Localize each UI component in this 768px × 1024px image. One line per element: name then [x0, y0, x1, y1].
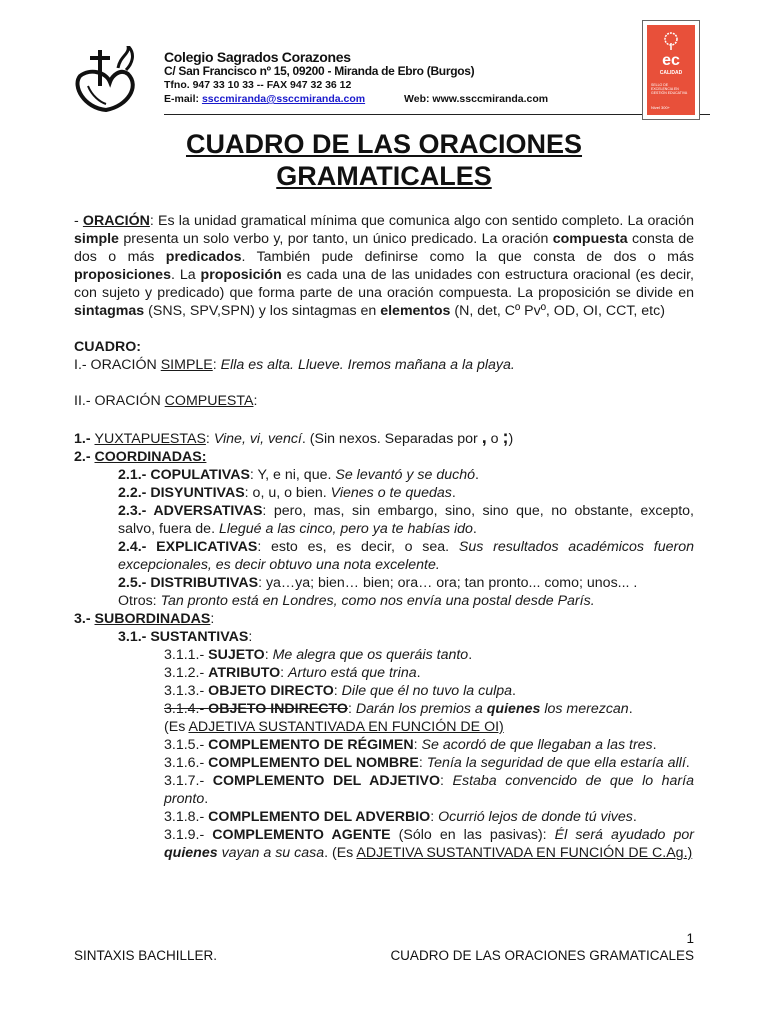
- sustantiva-objeto-directo: 3.1.3.- OBJETO DIRECTO: Dile que él no tuvo la culpa.: [164, 683, 516, 699]
- coordinadas-heading: 2.- COORDINADAS:: [74, 449, 207, 465]
- term-sintagmas: sintagmas: [74, 303, 145, 319]
- term-proposicion: proposición: [200, 267, 282, 283]
- disyuntivas-line: 2.2.- DISYUNTIVAS: o, u, o bien. Vienes o te quedas.: [118, 485, 456, 501]
- badge-description: SELLO DE EXCELENCIA EN GESTIÓN EDUCATIVA: [651, 83, 688, 95]
- sustantiva-complemento-nombre: 3.1.6.- COMPLEMENTO DEL NOMBRE: Tenía la seguridad de que ella estaría allí.: [164, 755, 690, 771]
- quality-badge: [642, 20, 700, 120]
- sustantiva-atributo: 3.1.2.- ATRIBUTO: Arturo está que trina.: [164, 665, 421, 681]
- sustantiva-complemento-adverbio: 3.1.8.- COMPLEMENTO DEL ADVERBIO: Ocurrió lejos de donde tú vives.: [164, 809, 637, 825]
- tree-icon: [661, 31, 681, 51]
- adversativas-line: 2.3.- ADVERSATIVAS: pero, mas, sin embargo, sino, sino que, no obstante, excepto, salvo, fuera de. Llegué a las cinco, pero ya te habías ido.: [118, 503, 694, 537]
- badge-label: CALIDAD: [659, 70, 683, 76]
- footer-left: SINTAXIS BACHILLER.: [74, 948, 218, 963]
- header-divider: [164, 114, 710, 115]
- document-body: [74, 212, 694, 862]
- school-contact: [164, 92, 548, 106]
- sustantiva-objeto-indirecto: 3.1.4.- OBJETO INDIRECTO: Darán los premios a quienes los merezcan. (Es ADJETIVA SUSTANTIVADA EN FUNCIÓN DE OI): [164, 701, 633, 735]
- subordinadas-heading: 3.- SUBORDINADAS:: [74, 611, 215, 627]
- otros-line: Otros: Tan pronto está en Londres, como nos envía una postal desde París.: [118, 593, 595, 609]
- sacred-hearts-logo-icon: [70, 46, 150, 114]
- simple-sentence-line: I.- ORACIÓN SIMPLE: Ella es alta. Llueve. Iremos mañana a la playa.: [74, 357, 515, 373]
- distributivas-line: 2.5.- DISTRIBUTIVAS: ya…ya; bien… bien; ora… ora; tan pronto... como; unos... .: [118, 575, 638, 591]
- badge-level: Nivel 300+: [651, 105, 671, 110]
- page-number: 1: [686, 931, 694, 946]
- web-address: Web: www.ssccmiranda.com: [404, 93, 549, 105]
- letterhead: [70, 18, 700, 116]
- email-link[interactable]: ssccmiranda@ssccmiranda.com: [201, 93, 366, 105]
- explicativas-line: 2.4.- EXPLICATIVAS: esto es, es decir, o sea. Sus resultados académicos fueron excepcionales, es decir obtuvo una nota excelente.: [118, 539, 694, 573]
- yuxtapuestas-line: 1.- YUXTAPUESTAS: Vine, vi, vencí. (Sin nexos. Separadas por , o ;): [74, 427, 514, 447]
- page-footer: [74, 930, 694, 964]
- sustantivas-heading: 3.1.- SUSTANTIVAS:: [118, 629, 253, 645]
- title-line-1: CUADRO DE LAS ORACIONES: [185, 129, 583, 159]
- title-line-2: GRAMATICALES: [276, 161, 492, 191]
- school-address: C/ San Francisco nº 15, 09200 - Miranda de Ebro (Burgos): [164, 64, 475, 78]
- school-info: [164, 50, 548, 106]
- intro-paragraph: - ORACIÓN: Es la unidad gramatical mínima que comunica algo con sentido completo. La oración simple presenta un solo verbo y, por tanto, un único predicado. La oración compuesta consta de dos o más predicados. También pude definirse como la que consta de dos o más proposiciones. La proposición es cada una de las unidades con estructura oracional (es decir, con sujeto y predicado) que forma parte de una oración compuesta. La proposición se divide en sintagmas (SNS, SPV,SPN) y los sintagmas en elementos (N, det, Cº Pvº, OD, OI, CCT, etc): [74, 213, 694, 319]
- sustantiva-complemento-adjetivo: 3.1.7.- COMPLEMENTO DEL ADJETIVO: Estaba convencido de que lo haría pronto.: [164, 773, 694, 807]
- term-simple: simple: [74, 231, 119, 247]
- sustantiva-regimen: 3.1.5.- COMPLEMENTO DE RÉGIMEN: Se acordó de que llegaban a las tres.: [164, 737, 657, 753]
- school-phone: Tfno. 947 33 10 33 -- FAX 947 32 36 12: [164, 79, 352, 91]
- sustantiva-sujeto: 3.1.1.- SUJETO: Me alegra que os queráis tanto.: [164, 647, 473, 663]
- term-predicados: predicados: [165, 249, 242, 265]
- copulativas-line: 2.1.- COPULATIVAS: Y, e ni, que. Se levantó y se duchó.: [118, 467, 479, 483]
- term-oracion: ORACIÓN: [82, 213, 150, 229]
- compound-sentence-line: II.- ORACIÓN COMPUESTA:: [74, 393, 258, 409]
- footer-right: CUADRO DE LAS ORACIONES GRAMATICALES: [390, 948, 694, 963]
- email-label: E-mail:: [164, 93, 200, 105]
- term-proposiciones: proposiciones: [74, 267, 171, 283]
- sustantiva-complemento-agente: 3.1.9.- COMPLEMENTO AGENTE (Sólo en las pasivas): Él será ayudado por quienes vayan a su casa. (Es ADJETIVA SUSTANTIVADA EN FUNCIÓN DE C.Ag.): [164, 827, 694, 861]
- term-elementos: elementos: [380, 303, 451, 319]
- school-name: Colegio Sagrados Corazones: [164, 49, 351, 65]
- term-compuesta: compuesta: [552, 231, 628, 247]
- section-heading-cuadro: CUADRO:: [74, 339, 141, 355]
- badge-abbr: ec: [662, 52, 680, 69]
- page-title: [0, 128, 768, 192]
